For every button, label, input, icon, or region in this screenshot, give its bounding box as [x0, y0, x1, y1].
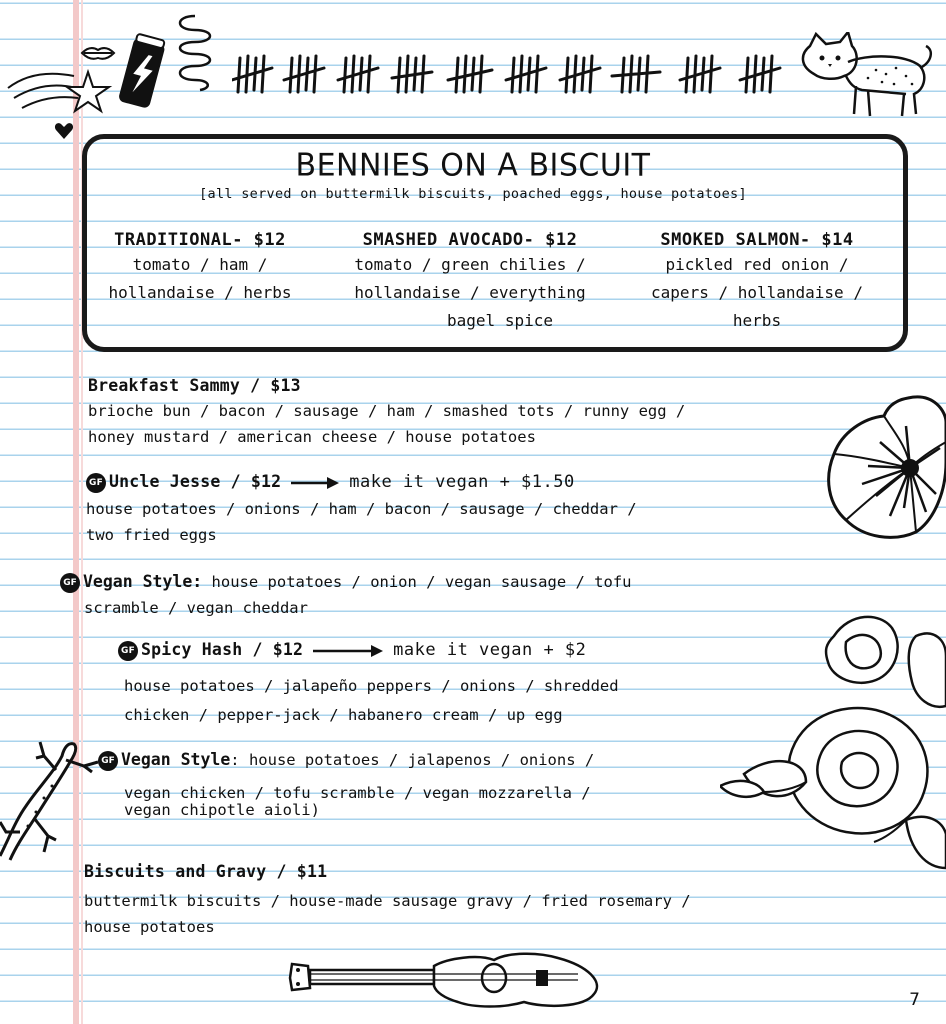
bennies-title: BENNIES ON A BISCUIT	[295, 147, 651, 184]
page-number: 7	[909, 990, 920, 1010]
heart-icon	[54, 122, 74, 140]
spicy-hash-vegan-line	[98, 747, 594, 773]
benny-name: SMASHED AVOCADO- $12	[362, 230, 578, 250]
benny-desc-line: tomato / ham /	[132, 255, 268, 274]
vegan-style-title: Vegan Style	[121, 750, 231, 769]
cat-icon	[796, 32, 936, 124]
benny-traditional	[84, 230, 316, 306]
spicy-hash-line: chicken / pepper-jack / habanero cream / up egg	[124, 706, 563, 724]
uncle-jesse-vegan-line: scramble / vegan cheddar	[84, 599, 308, 617]
biscuits-gravy-line: buttermilk biscuits / house-made sausage gravy / fried rosemary /	[84, 892, 691, 910]
shooting-star-icon	[4, 58, 114, 118]
benny-desc-line: pickled red onion /	[665, 255, 849, 274]
uncle-jesse-line: house potatoes / onions / ham / bacon / sausage / cheddar /	[86, 500, 637, 518]
vegan-style-desc: house potatoes / onion / vegan sausage / tofu	[202, 573, 632, 591]
tally-marks-icon	[232, 50, 792, 100]
vegan-style-desc: : house potatoes / jalapenos / onions /	[230, 751, 595, 769]
guitar-icon	[288, 952, 602, 1010]
spicy-hash-heading	[118, 640, 586, 661]
telephone-cord-icon	[170, 12, 220, 92]
uncle-jesse-line: two fried eggs	[86, 526, 217, 544]
benny-smoked-salmon	[626, 230, 888, 334]
breakfast-sammy-line: honey mustard / american cheese / house potatoes	[88, 428, 536, 446]
benny-desc-line: hollandaise / herbs	[108, 283, 292, 302]
benny-name: TRADITIONAL- $12	[114, 230, 286, 250]
uncle-jesse-vegan-line	[60, 569, 631, 595]
bennies-subtitle: [all served on buttermilk biscuits, poached eggs, house potatoes]	[199, 186, 747, 202]
spicy-hash-line: house potatoes / jalapeño peppers / onions / shredded	[124, 677, 619, 695]
gluten-free-badge: GF	[98, 751, 118, 771]
arrow-right-icon	[313, 645, 383, 657]
arrow-right-icon	[291, 477, 339, 489]
uncle-jesse-title: Uncle Jesse / $12	[109, 472, 282, 491]
uncle-jesse-vegan-note: make it vegan + $1.50	[349, 472, 575, 492]
benny-desc-line: capers / hollandaise /	[651, 283, 863, 302]
benny-desc-line: bagel spice	[447, 311, 553, 330]
benny-desc-line: tomato / green chilies /	[354, 255, 586, 274]
energy-drink-can-icon	[112, 32, 172, 112]
benny-desc-line: hollandaise / everything	[354, 283, 586, 302]
breakfast-sammy-line: brioche bun / bacon / sausage / ham / smashed tots / runny egg /	[88, 402, 686, 420]
spicy-hash-vegan-line: vegan chicken / tofu scramble / vegan mozzarella /	[124, 784, 591, 802]
biscuits-gravy-title: Biscuits and Gravy / $11	[84, 862, 328, 881]
gluten-free-badge: GF	[60, 573, 80, 593]
lips-icon	[80, 44, 116, 62]
breakfast-sammy-title: Breakfast Sammy / $13	[88, 376, 301, 395]
vegan-style-title: Vegan Style:	[83, 572, 203, 591]
spicy-hash-title: Spicy Hash / $12	[141, 640, 304, 659]
lizard-icon	[0, 736, 110, 864]
biscuits-gravy-line: house potatoes	[84, 918, 215, 936]
spicy-hash-vegan-line: vegan chipotle aioli)	[124, 801, 320, 819]
hibiscus-flower-icon	[824, 392, 946, 542]
benny-name: SMOKED SALMON- $14	[660, 230, 854, 250]
uncle-jesse-heading	[86, 472, 575, 493]
rose-icon	[720, 606, 946, 870]
benny-desc-line: herbs	[732, 311, 782, 330]
gluten-free-badge: GF	[118, 641, 138, 661]
gluten-free-badge: GF	[86, 473, 106, 493]
spicy-hash-vegan-note: make it vegan + $2	[393, 640, 587, 660]
benny-smashed-avocado	[322, 230, 618, 334]
